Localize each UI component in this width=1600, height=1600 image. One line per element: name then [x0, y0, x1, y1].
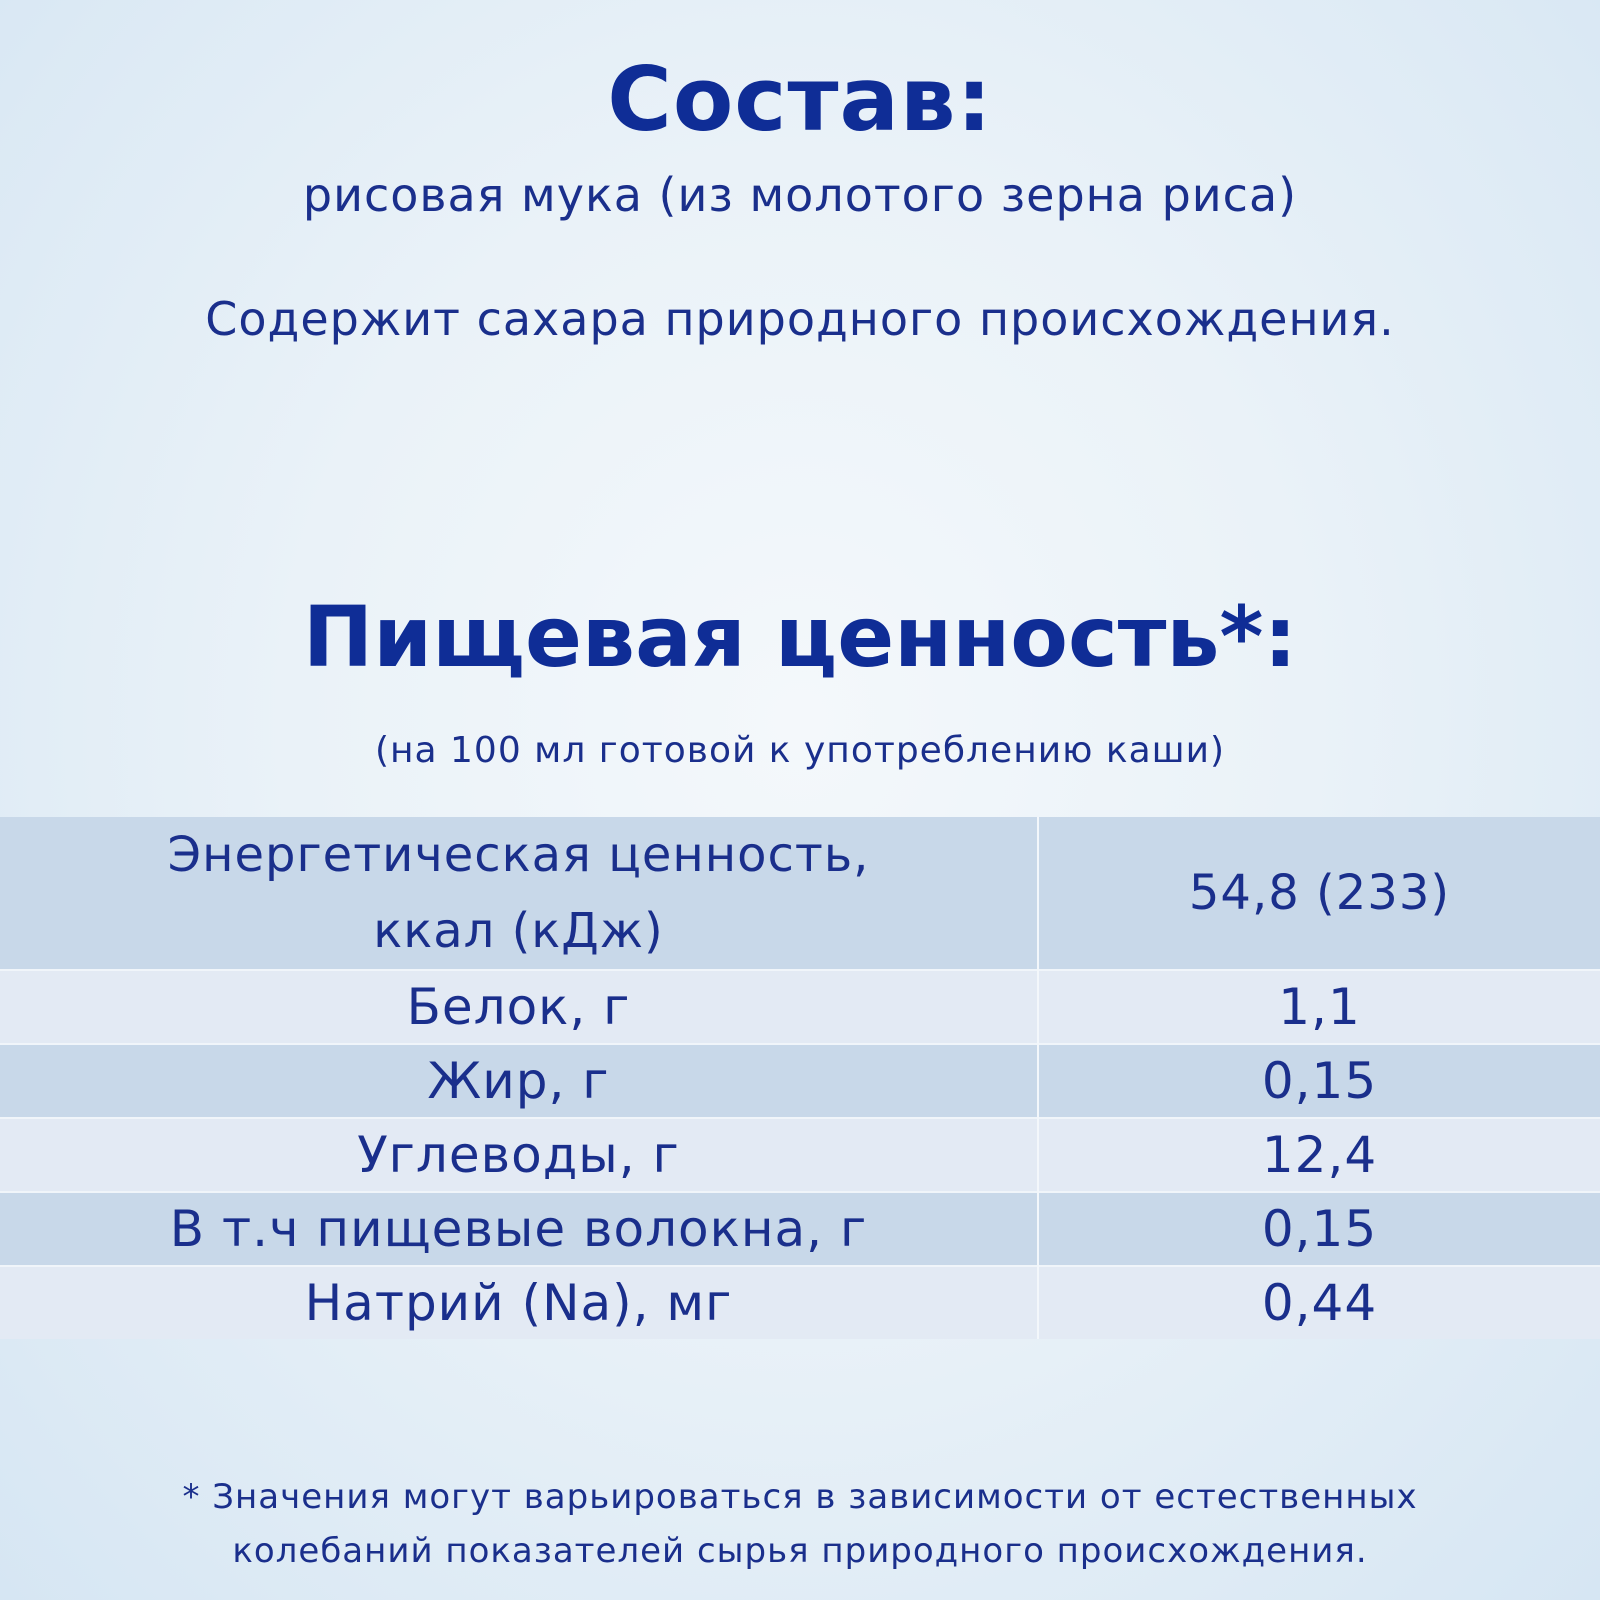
nutrient-name: Углеводы, г	[0, 1118, 1038, 1192]
nutrient-value: 0,15	[1038, 1192, 1600, 1266]
footnote-line1: * Значения могут варьироваться в зависимости от естественных	[182, 1477, 1418, 1517]
footnote-line2: колебаний показателей сырья природного происхождения.	[232, 1531, 1368, 1571]
table-row	[0, 1266, 1600, 1339]
nutrient-name: Жир, г	[0, 1044, 1038, 1118]
composition-title: Состав:	[607, 48, 993, 151]
nutrient-name-line2: ккал (кДж)	[373, 903, 664, 959]
nutrient-value: 1,1	[1038, 970, 1600, 1044]
nutrient-value: 0,44	[1038, 1266, 1600, 1339]
nutrient-value: 0,15	[1038, 1044, 1600, 1118]
nutrient-name: В т.ч пищевые волокна, г	[0, 1192, 1038, 1266]
nutrition-subtitle: (на 100 мл готовой к употреблению каши)	[374, 730, 1226, 771]
table-row	[0, 970, 1600, 1044]
nutrient-name: Белок, г	[0, 970, 1038, 1044]
nutrition-title: Пищевая ценность*:	[302, 588, 1298, 686]
nutrient-value: 12,4	[1038, 1118, 1600, 1192]
footnote	[0, 1470, 1600, 1578]
nutrient-name-line1: Энергетическая ценность,	[167, 827, 870, 883]
nutrient-value: 54,8 (233)	[1038, 817, 1600, 970]
nutrient-name	[0, 817, 1038, 970]
nutrition-table	[0, 817, 1600, 1339]
sugar-note: Содержит сахара природного происхождения.	[205, 292, 1395, 346]
ingredients-text: рисовая мука (из молотого зерна риса)	[302, 168, 1298, 222]
nutrient-name: Натрий (Na), мг	[0, 1266, 1038, 1339]
table-row	[0, 1044, 1600, 1118]
table-row	[0, 1192, 1600, 1266]
table-row	[0, 817, 1600, 970]
table-row	[0, 1118, 1600, 1192]
